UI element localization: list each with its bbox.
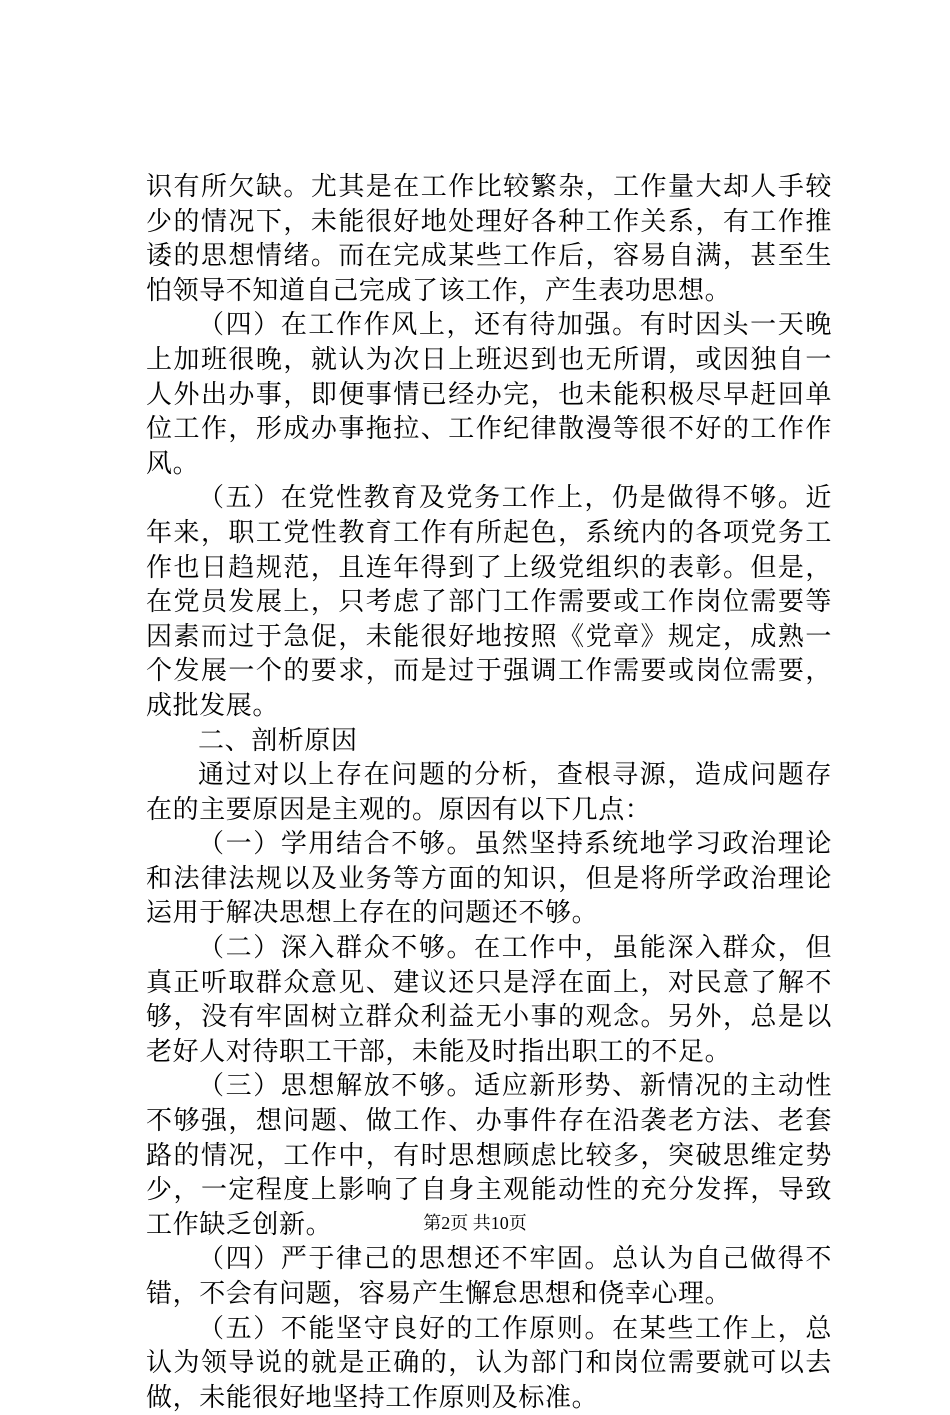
- paragraph-cause-1: （一）学用结合不够。虽然坚持系统地学习政治理论和法律法规以及业务等方面的知识，但是将所学政治理论运用于解决思想上存在的问题还不够。: [146, 829, 832, 929]
- paragraph-continuation: 识有所欠缺。尤其是在工作比较繁杂，工作量大却人手较少的情况下，未能很好地处理好各种工作关系，有工作推诿的思想情绪。而在完成某些工作后，容易自满，甚至生怕领导不知道自己完成了该工作，产生表功思想。: [146, 172, 832, 306]
- paragraph-cause-5: （五）不能坚守良好的工作原则。在某些工作上，总认为领导说的就是正确的，认为部门和岗位需要就可以去做，未能很好地坚持工作原则及标准。: [146, 1313, 832, 1413]
- paragraph-work-style: （四）在工作作风上，还有待加强。有时因头一天晚上加班很晚，就认为次日上班迟到也无所谓，或因独自一人外出办事，即便事情已经办完，也未能积极尽早赶回单位工作，形成办事拖拉、工作纪律散漫等很不好的工作作风。: [146, 310, 832, 479]
- paragraph-cause-4: （四）严于律己的思想还不牢固。总认为自己做得不错，不会有问题，容易产生懈怠思想和侥幸心理。: [146, 1244, 832, 1309]
- page-number-footer: 第2页 共10页: [423, 1213, 527, 1233]
- paragraph-party-work: （五）在党性教育及党务工作上，仍是做得不够。近年来，职工党性教育工作有所起色，系统内的各项党务工作也日趋规范，且连年得到了上级党组织的表彰。但是，在党员发展上，只考虑了部门工作需要或工作岗位需要等因素而过于急促，未能很好地按照《党章》规定，成熟一个发展一个的要求，而是过于强调工作需要或岗位需要，成批发展。: [146, 483, 832, 721]
- paragraph-causes-intro: 通过对以上存在问题的分析，查根寻源，造成问题存在的主要原因是主观的。原因有以下几点：: [146, 760, 832, 825]
- paragraph-cause-2: （二）深入群众不够。在工作中，虽能深入群众，但真正听取群众意见、建议还只是浮在面上，对民意了解不够，没有牢固树立群众利益无小事的观念。另外，总是以老好人对待职工干部，未能及时指出职工的不足。: [146, 933, 832, 1067]
- section-heading-causes: 二、剖析原因: [198, 725, 358, 756]
- paragraph-cause-3: （三）思想解放不够。适应新形势、新情况的主动性不够强，想问题、做工作、办事件存在沿袭老方法、老套路的情况，工作中，有时思想顾虑比较多，突破思维定势少，一定程度上影响了自身主观能动性的充分发挥，导致工作缺乏创新。: [146, 1071, 832, 1240]
